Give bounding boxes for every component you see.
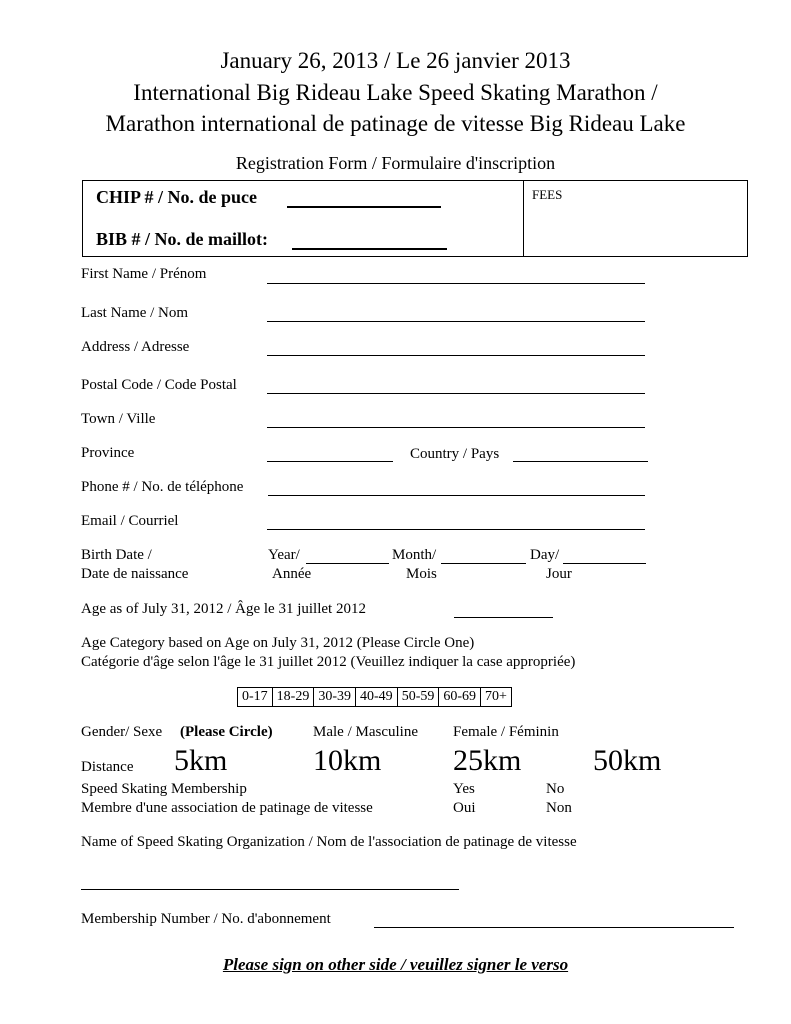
birth-year-line[interactable]	[306, 563, 389, 564]
age-category-40-49[interactable]: 40-49	[356, 688, 398, 707]
membership-yes[interactable]: Yes	[453, 781, 475, 797]
distance-label: Distance	[81, 759, 134, 775]
country-label: Country / Pays	[410, 446, 500, 462]
membership-number-line[interactable]	[374, 927, 734, 928]
country-line[interactable]	[513, 461, 648, 462]
age-category-30-39[interactable]: 30-39	[314, 688, 356, 707]
sign-other-side-note: Please sign on other side / veuillez signer le verso	[222, 955, 569, 974]
address-line[interactable]	[267, 355, 645, 356]
gender-male[interactable]: Male / Masculine	[313, 724, 418, 740]
email-line[interactable]	[267, 529, 645, 530]
header-date: January 26, 2013 / Le 26 janvier 2013	[220, 48, 571, 73]
bib-input-line[interactable]	[292, 248, 447, 250]
birth-day-label-fr: Jour	[546, 566, 572, 582]
email-label: Email / Courriel	[81, 513, 179, 529]
distance-10km[interactable]: 10km	[313, 744, 382, 777]
birth-month-label: Month/	[392, 547, 437, 563]
birth-month-line[interactable]	[441, 563, 526, 564]
first-name-label: First Name / Prénom	[81, 266, 207, 282]
age-category-label: Age Category based on Age on July 31, 2012 (Please Circle One)	[81, 635, 475, 651]
last-name-label: Last Name / Nom	[81, 305, 189, 321]
gender-label: Gender/ Sexe	[81, 724, 163, 740]
birth-date-label-fr: Date de naissance	[81, 566, 189, 582]
distance-50km[interactable]: 50km	[593, 744, 662, 777]
province-line[interactable]	[267, 461, 393, 462]
organization-label: Name of Speed Skating Organization / Nom de l'association de patinage de vitesse	[81, 834, 577, 850]
header-event-fr: Marathon international de patinage de vitesse Big Rideau Lake	[105, 111, 686, 136]
birth-year-label: Year/	[268, 547, 300, 563]
header-event-en: International Big Rideau Lake Speed Skating Marathon /	[133, 80, 658, 105]
age-category-60-69[interactable]: 60-69	[439, 688, 481, 707]
birth-year-label-fr: Année	[272, 566, 312, 582]
first-name-line[interactable]	[267, 283, 645, 284]
membership-label: Speed Skating Membership	[81, 781, 247, 797]
age-category-0-17[interactable]: 0-17	[238, 688, 273, 707]
fees-label: FEES	[532, 187, 563, 202]
birth-day-line[interactable]	[563, 563, 646, 564]
distance-25km[interactable]: 25km	[453, 744, 522, 777]
age-category-18-29[interactable]: 18-29	[272, 688, 314, 707]
gender-female[interactable]: Female / Féminin	[453, 724, 559, 740]
membership-no[interactable]: No	[546, 781, 565, 797]
province-label: Province	[81, 445, 135, 461]
organization-line[interactable]	[81, 889, 459, 890]
birth-day-label: Day/	[530, 547, 560, 563]
address-label: Address / Adresse	[81, 339, 190, 355]
age-category-table	[237, 687, 512, 707]
phone-label: Phone # / No. de téléphone	[81, 479, 244, 495]
age-category-50-59[interactable]: 50-59	[397, 688, 439, 707]
chip-label: CHIP # / No. de puce	[96, 187, 258, 207]
membership-non[interactable]: Non	[546, 800, 572, 816]
bib-label: BIB # / No. de maillot:	[96, 229, 269, 249]
age-category-70-plus[interactable]: 70+	[481, 688, 512, 707]
box-divider	[523, 180, 524, 256]
postal-code-label: Postal Code / Code Postal	[81, 377, 237, 393]
birth-date-label: Birth Date /	[81, 547, 152, 563]
membership-number-label: Membership Number / No. d'abonnement	[81, 911, 331, 927]
chip-input-line[interactable]	[287, 206, 441, 208]
membership-label-fr: Membre d'une association de patinage de vitesse	[81, 800, 373, 816]
age-as-of-label: Age as of July 31, 2012 / Âge le 31 juillet 2012	[81, 601, 366, 617]
membership-oui[interactable]: Oui	[453, 800, 476, 816]
town-line[interactable]	[267, 427, 645, 428]
last-name-line[interactable]	[267, 321, 645, 322]
birth-month-label-fr: Mois	[406, 566, 437, 582]
distance-5km[interactable]: 5km	[174, 744, 228, 777]
age-line[interactable]	[454, 617, 553, 618]
age-category-label-fr: Catégorie d'âge selon l'âge le 31 juillet 2012 (Veuillez indiquer la case appropriée)	[81, 654, 576, 670]
phone-line[interactable]	[268, 495, 645, 496]
town-label: Town / Ville	[81, 411, 156, 427]
postal-code-line[interactable]	[267, 393, 645, 394]
gender-please-circle: (Please Circle)	[180, 724, 273, 740]
form-title: Registration Form / Formulaire d'inscription	[235, 153, 556, 173]
